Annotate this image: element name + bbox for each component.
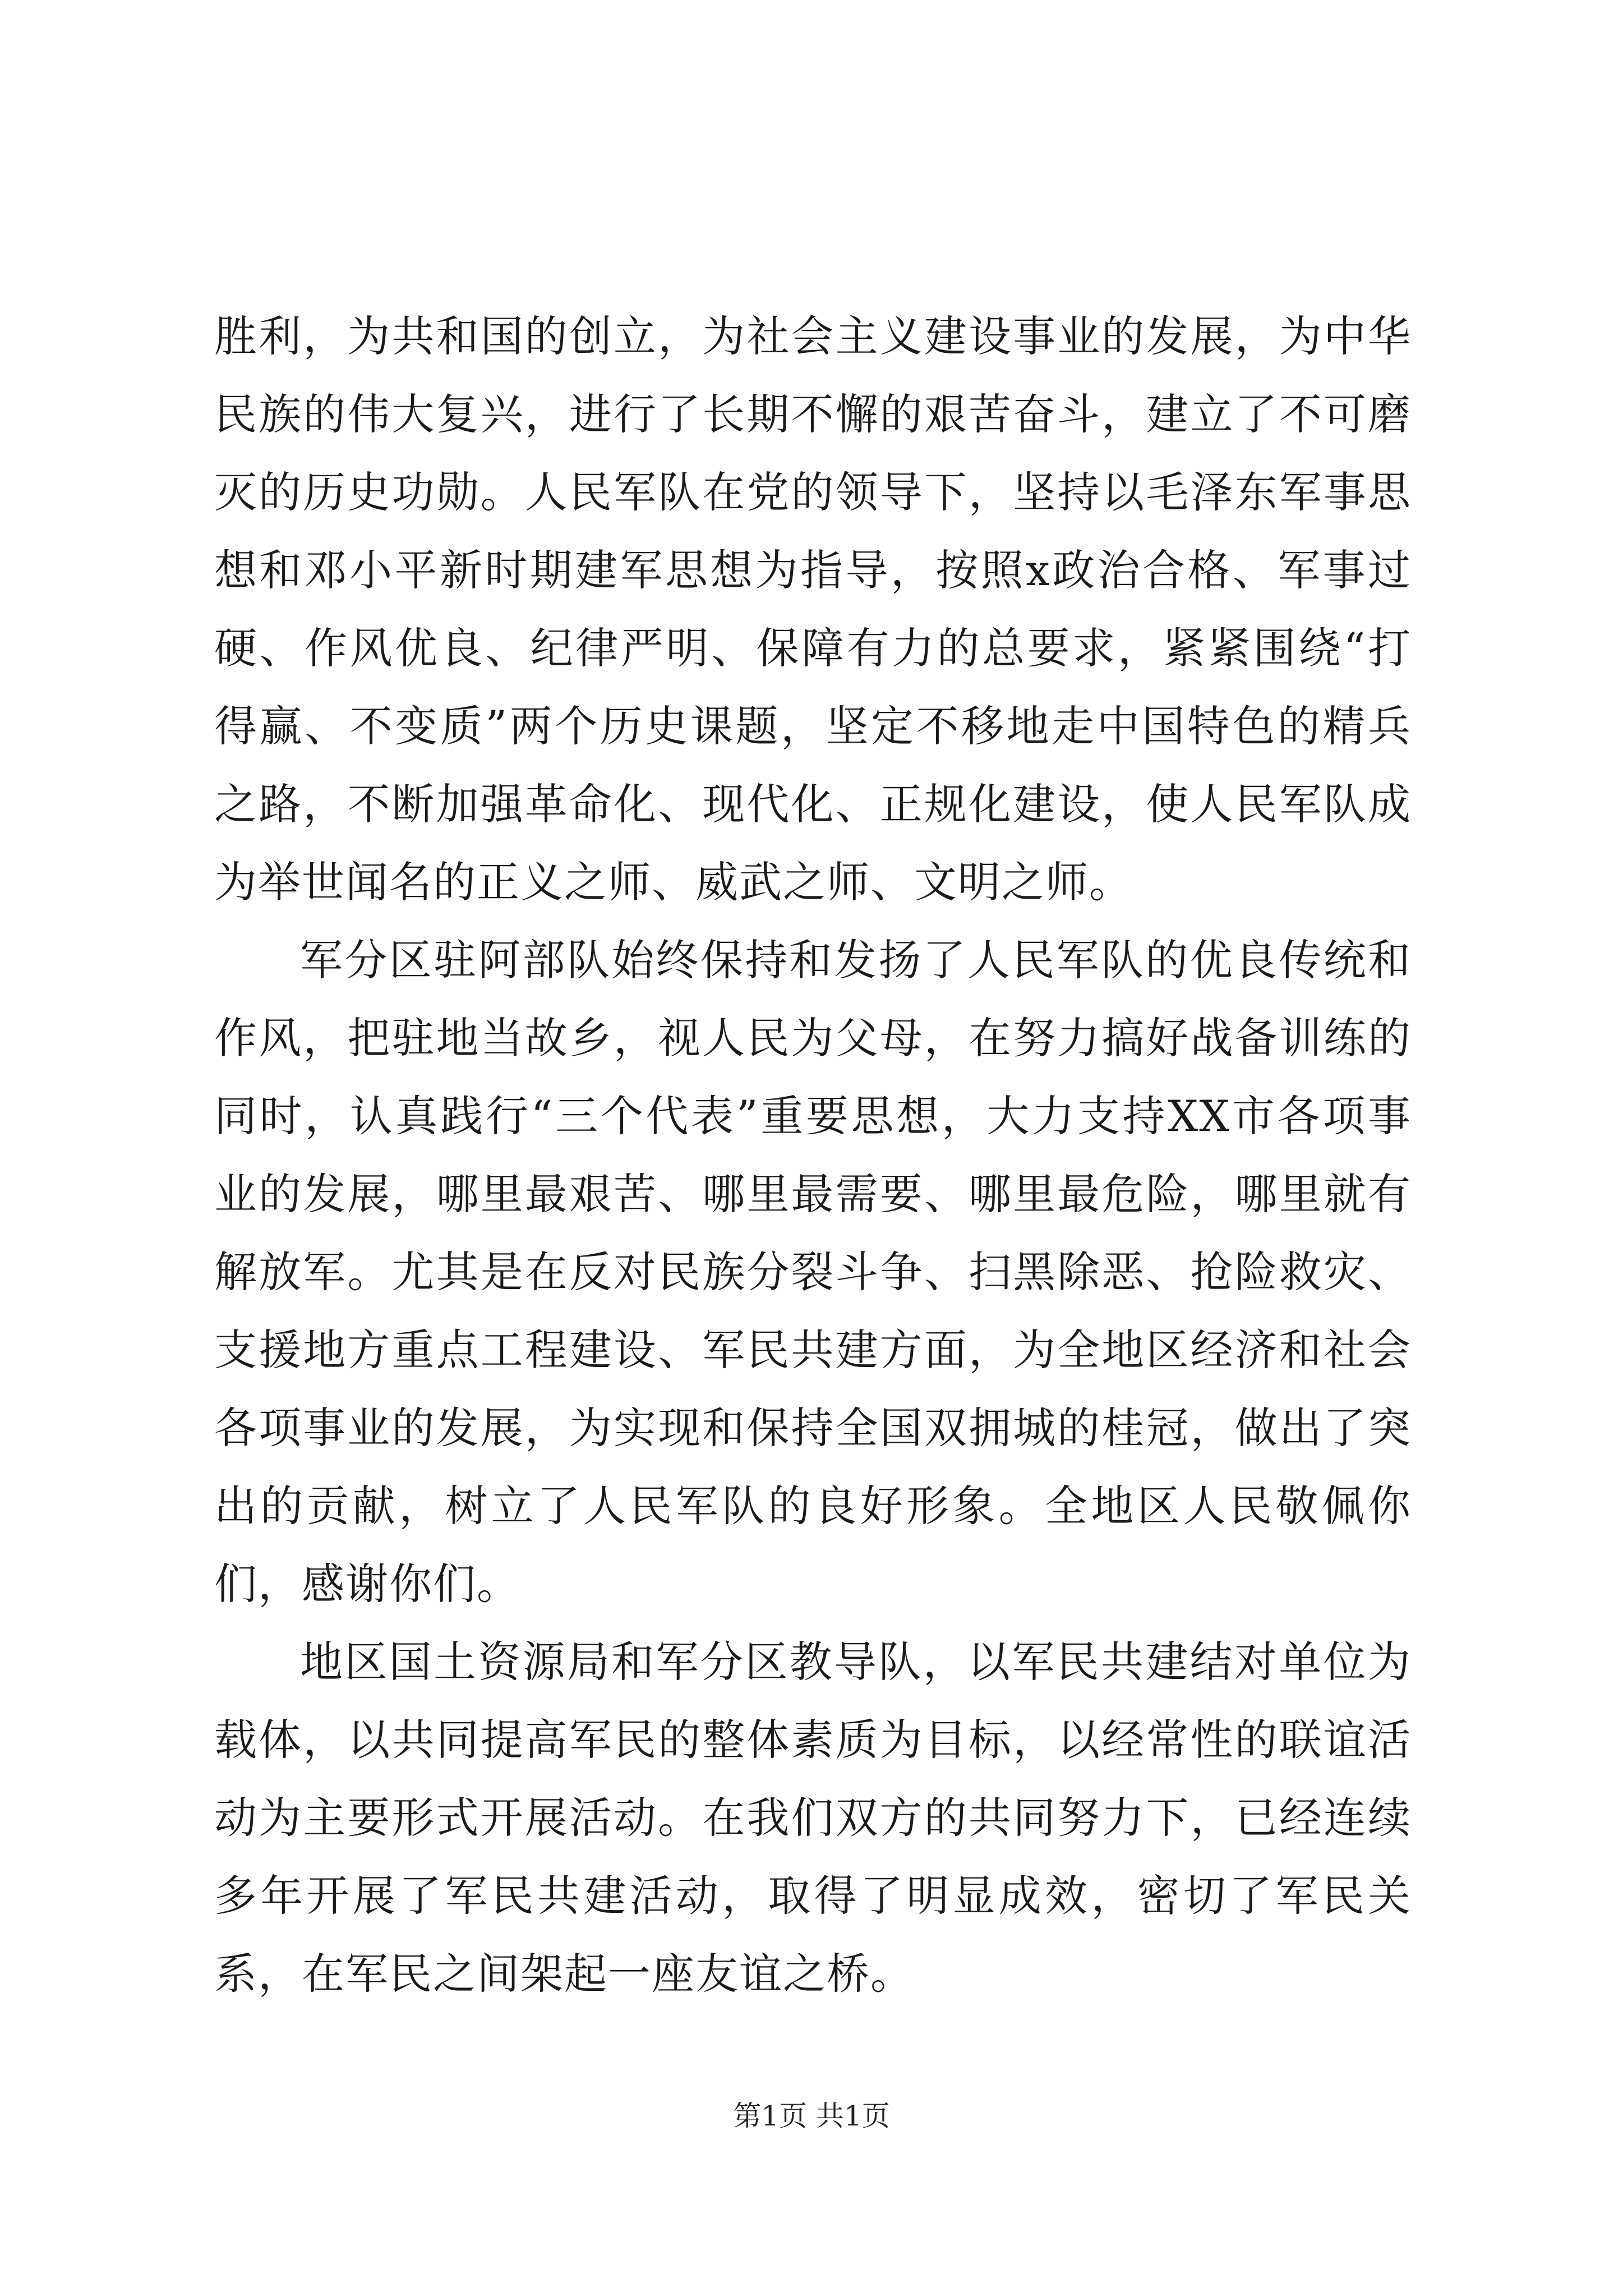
paragraph-2: 军分区驻阿部队始终保持和发扬了人民军队的优良传统和作风，把驻地当故乡，视人民为父母，在努力搞好战备训练的同时，认真践行“三个代表”重要思想，大力支持XX市各项事业的发展，哪里最艰苦、哪里最需要、哪里最危险，哪里就有解放军。尤其是在反对民族分裂斗争、扫黑除恶、抢险救灾、支援地方重点工程建设、军民共建方面，为全地区经济和社会各项事业的发展，为实现和保持全国双拥城的桂冠，做出了突出的贡献，树立了人民军队的良好形象。全地区人民敬佩你们，感谢你们。 <box>214 935 1412 1609</box>
paragraph-3: 地区国土资源局和军分区教导队，以军民共建结对单位为载体，以共同提高军民的整体素质为目标，以经常性的联谊活动为主要形式开展活动。在我们双方的共同努力下，已经连续多年开展了军民共建活动，取得了明显成效，密切了军民关系，在军民之间架起一座友谊之桥。 <box>214 1637 1412 1999</box>
document-body <box>214 297 1412 2013</box>
page-footer <box>0 2096 1623 2136</box>
paragraph-1: 胜利，为共和国的创立，为社会主义建设事业的发展，为中华民族的伟大复兴，进行了长期不懈的艰苦奋斗，建立了不可磨灭的历史功勋。人民军队在党的领导下，坚持以毛泽东军事思想和邓小平新时期建军思想为指导，按照x政治合格、军事过硬、作风优良、纪律严明、保障有力的总要求，紧紧围绕“打得赢、不变质”两个历史课题，坚定不移地走中国特色的精兵之路，不断加强革命化、现代化、正规化建设，使人民军队成为举世闻名的正义之师、威武之师、文明之师。 <box>214 311 1412 907</box>
page-number-label: 第1页 共1页 <box>733 2100 890 2132</box>
